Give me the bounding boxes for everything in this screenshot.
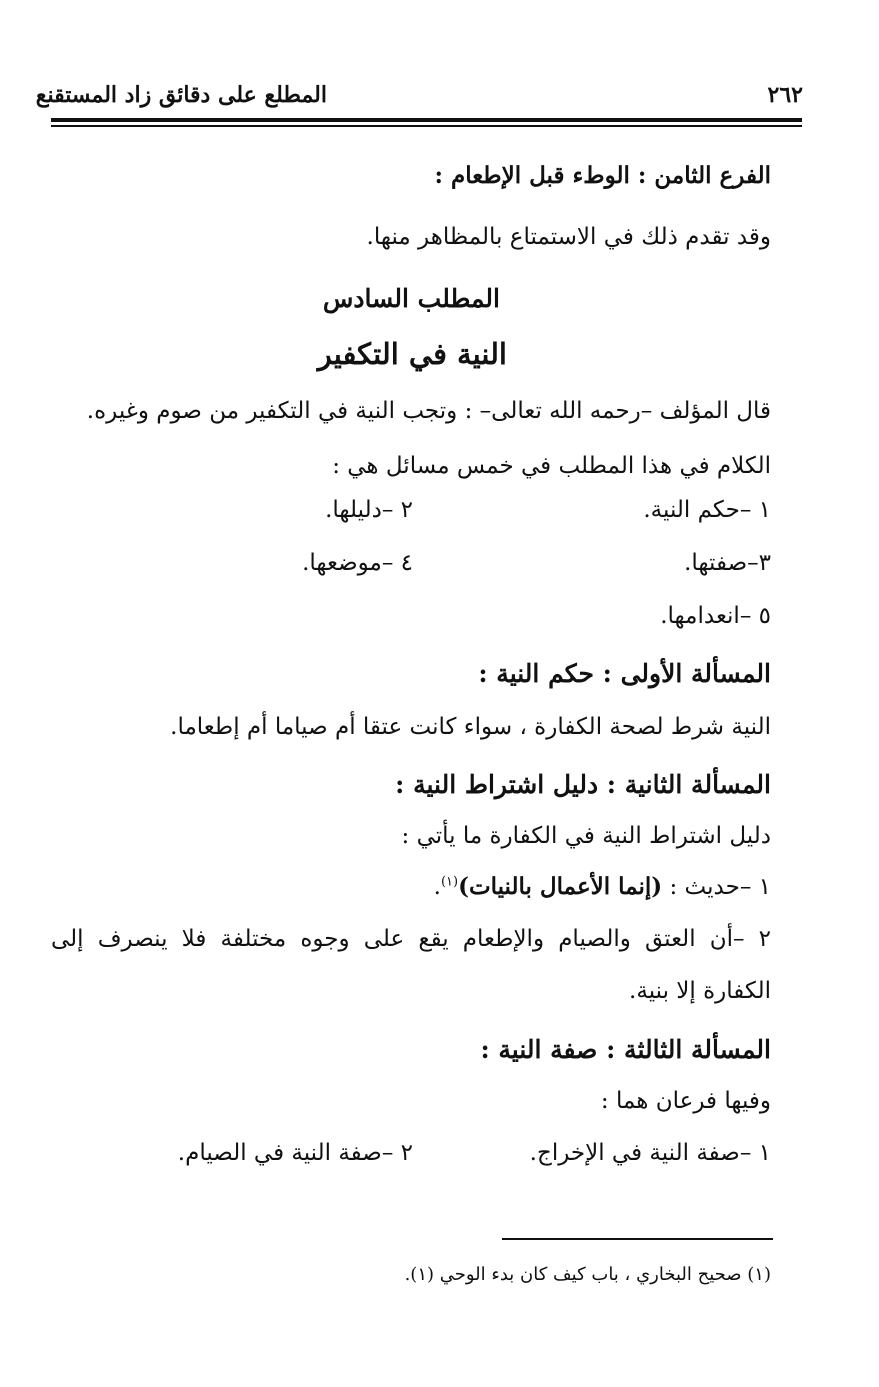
section-intro: الكلام في هذا المطلب في خمس مسائل هي : [332, 453, 771, 479]
header-rule-thin [51, 125, 802, 127]
page-number: ٢٦٢ [767, 82, 803, 108]
branch8-heading: الفرع الثامن : الوطء قبل الإطعام : [434, 162, 771, 189]
running-title: المطلع على دقائق زاد المستقنع [35, 82, 327, 108]
question2-item1 [434, 873, 771, 900]
list-item: ٢ –دليلها. [325, 497, 413, 523]
question1-heading: المسألة الأولى : حكم النية : [478, 659, 771, 688]
section-heading: المطلب السادس [322, 284, 500, 313]
question3-intro: وفيها فرعان هما : [600, 1088, 771, 1114]
list-item: ٢ –صفة النية في الصيام. [177, 1140, 413, 1166]
list-item: ٤ –موضعها. [302, 550, 413, 576]
header-rule-thick [51, 118, 802, 122]
list-item: ٥ –انعدامها. [660, 603, 771, 629]
list-item: ١ –حكم النية. [643, 497, 771, 523]
author-quote: قال المؤلف –رحمه الله تعالى– : وتجب النية في التكفير من صوم وغيره. [86, 398, 771, 424]
hadith-prefix: ١ –حديث : [662, 874, 771, 900]
footnote: (١) صحيح البخاري ، باب كيف كان بدء الوحي (١). [404, 1264, 771, 1285]
list-item: ٣–صفتها. [684, 550, 771, 576]
question2-item2-line2: الكفارة إلا بنية. [629, 978, 771, 1004]
hadith-text: (إنما الأعمال بالنيات) [458, 873, 663, 900]
question2-intro: دليل اشتراط النية في الكفارة ما يأتي : [401, 823, 771, 849]
question2-item2-line1: ٢ –أن العتق والصيام والإطعام يقع على وجوه مختلفة فلا ينصرف إلى [51, 926, 771, 952]
footnote-marker: (١) [440, 874, 459, 890]
question1-text: النية شرط لصحة الكفارة ، سواء كانت عتقا أم صياما أم إطعاما. [170, 714, 771, 740]
footnote-rule [502, 1238, 773, 1240]
list-item: ١ –صفة النية في الإخراج. [529, 1140, 771, 1166]
section-subheading: النية في التكفير [317, 337, 507, 371]
hadith-end: . [433, 874, 441, 900]
question3-heading: المسألة الثالثة : صفة النية : [480, 1035, 771, 1064]
question2-heading: المسألة الثانية : دليل اشتراط النية : [395, 770, 771, 799]
branch8-text: وقد تقدم ذلك في الاستمتاع بالمظاهر منها. [366, 224, 771, 250]
